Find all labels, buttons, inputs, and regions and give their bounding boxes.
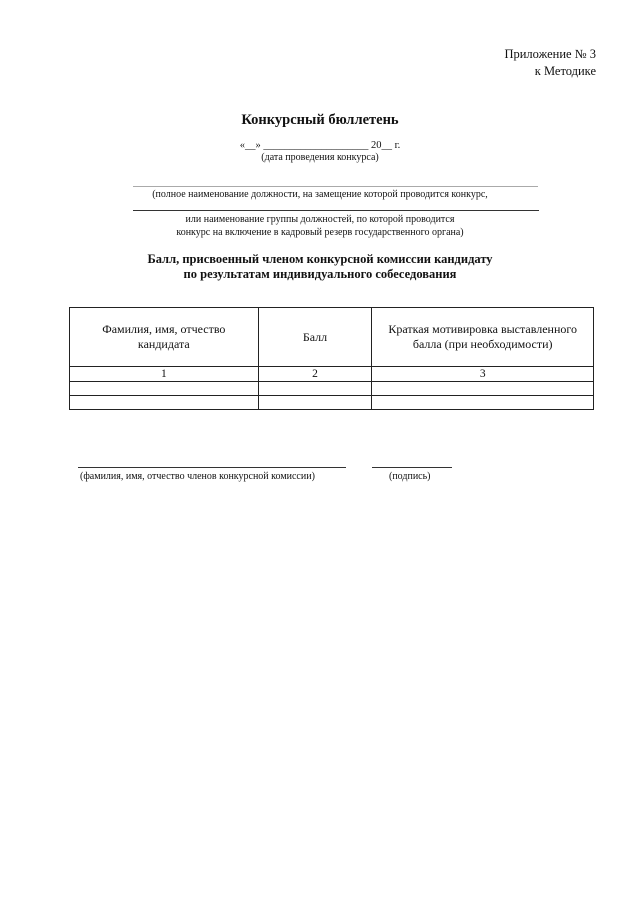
table-cell[interactable]: [258, 396, 372, 410]
appendix-note: [504, 46, 596, 80]
commission-name-caption: (фамилия, имя, отчество членов конкурсной комиссии): [80, 471, 315, 482]
appendix-line-1: Приложение № 3: [504, 47, 596, 61]
commission-name-line: [78, 467, 346, 468]
position-caption-1: (полное наименование должности, на замещение которой проводится конкурс,: [152, 189, 488, 200]
table-row: [70, 396, 594, 410]
table-number-row: [70, 367, 594, 382]
date-caption: (дата проведения конкурса): [261, 152, 379, 163]
section-subtitle: [0, 252, 640, 282]
score-table: [69, 307, 594, 410]
subtitle-line-2: по результатам индивидуального собеседования: [183, 267, 457, 281]
signature-line: [372, 467, 452, 468]
column-number-2: 2: [258, 367, 372, 382]
subtitle-line-1: Балл, присвоенный членом конкурсной комиссии кандидату: [147, 252, 493, 266]
header-score: Балл: [258, 308, 372, 367]
table-row: [70, 382, 594, 396]
position-caption-2: или наименование группы должностей, по которой проводится: [185, 214, 455, 225]
page-title: Конкурсный бюллетень: [241, 112, 399, 128]
table-cell[interactable]: [258, 382, 372, 396]
column-number-1: 1: [70, 367, 259, 382]
table-cell[interactable]: [70, 396, 259, 410]
header-motivation: Краткая мотивировка выставленного балла (при необходимости): [372, 308, 594, 367]
position-line-1: [133, 186, 538, 187]
appendix-line-2: к Методике: [534, 64, 596, 78]
column-number-3: 3: [372, 367, 594, 382]
date-line: «__» ____________________ 20__ г.: [239, 140, 401, 151]
table-cell[interactable]: [372, 382, 594, 396]
table-cell[interactable]: [70, 382, 259, 396]
table-cell[interactable]: [372, 396, 594, 410]
table-header-row: [70, 308, 594, 367]
signature-caption: (подпись): [389, 471, 431, 482]
position-line-2: [133, 210, 539, 211]
header-candidate-name: Фамилия, имя, отчество кандидата: [70, 308, 259, 367]
position-caption-3: конкурс на включение в кадровый резерв государственного органа): [176, 227, 464, 238]
